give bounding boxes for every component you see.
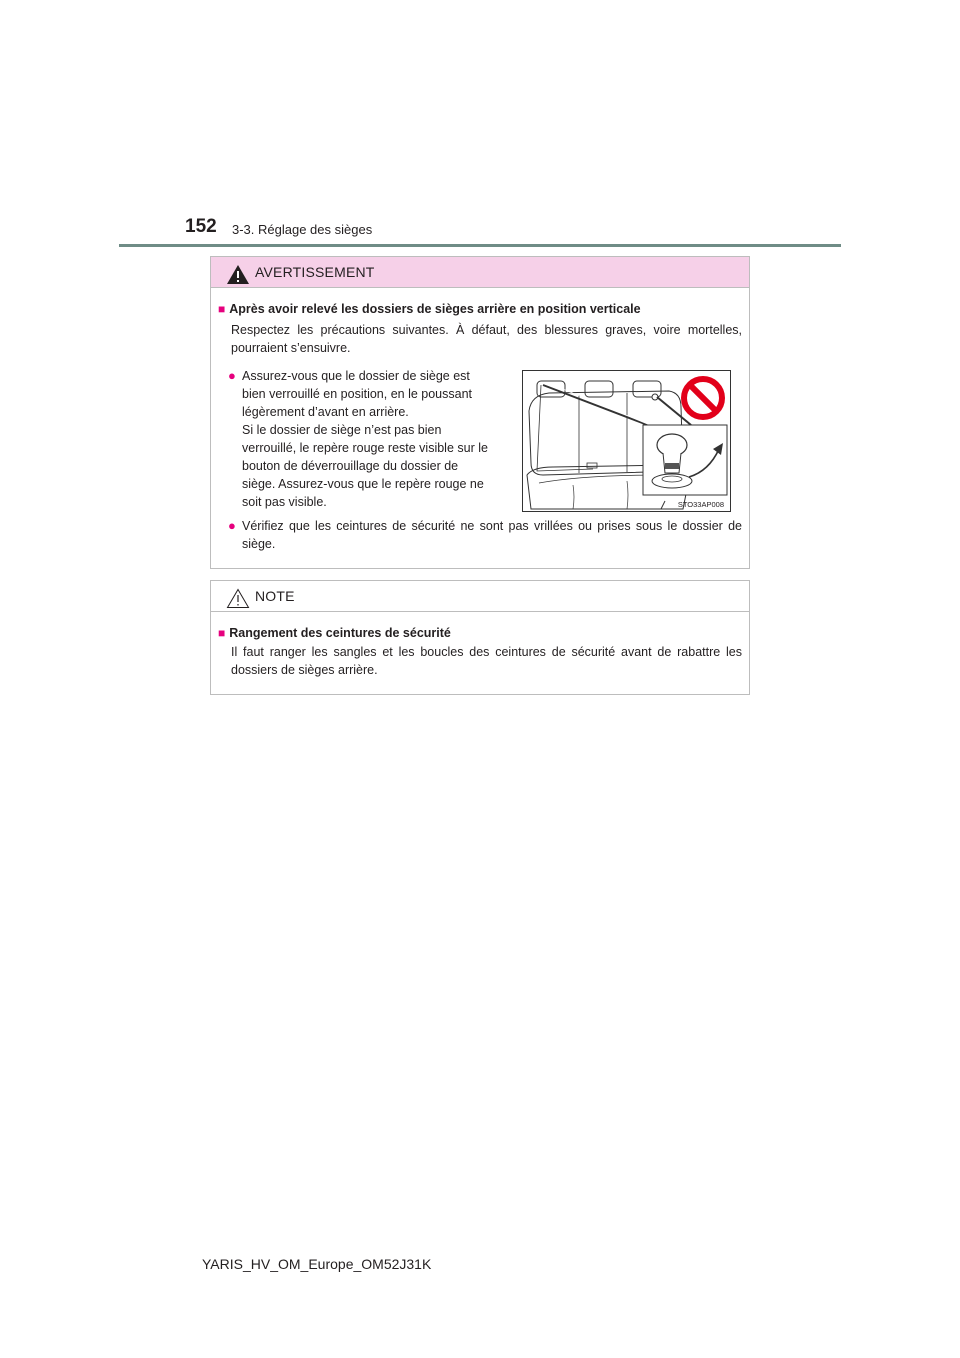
document-code: YARIS_HV_OM_Europe_OM52J31K — [202, 1256, 432, 1272]
header-rule — [119, 244, 841, 247]
square-bullet-icon: ■ — [218, 626, 226, 640]
illustration-code: STO33AP008 — [677, 500, 724, 509]
bullet-line: Assurez-vous que le dossier de siège est — [242, 369, 470, 383]
bullet-line: soit pas visible. — [242, 495, 327, 509]
warning-box-header — [211, 257, 749, 288]
note-label: NOTE — [255, 588, 295, 604]
bullet-line: siège. Assurez-vous que le repère rouge ne — [242, 477, 484, 491]
warning-label: AVERTISSEMENT — [255, 264, 375, 280]
bullet-line: légèrement d’avant en arrière. — [242, 405, 409, 419]
warning-box: AVERTISSEMENT ■ Après avoir relevé les dossiers de sièges arrière en position verticale Respectez les précautions suivantes. À défaut, des blessures graves, voire mortelles, pourraient s’ensuivre. ● Assurez-vous que le dossier de siège est bien verrouillé en position, en le poussant légèrement d’avant en arrière. Si le dossier de siège n’est pas bien verrouillé, le repère rouge reste visible sur le bouton de déverrouillage du dossier de siège. Assurez-vous que le repère rouge ne soit pas visible. STO33AP008 ● Vérifiez que les ceintures de sécurité ne sont pas vrillées ou prises sous le dossier de siège. — [210, 256, 750, 569]
bullet-line: Si le dossier de siège n’est pas bien — [242, 423, 442, 437]
bullet-line: bien verrouillé en position, en le poussant — [242, 387, 473, 401]
warning-heading: ■ Après avoir relevé les dossiers de sièges arrière en position verticale — [218, 302, 641, 316]
warning-intro: Respectez les précautions suivantes. À défaut, des blessures graves, voire mortelles, pourraient s’ensuivre. — [231, 323, 742, 355]
bullet-line: verrouillé, le repère rouge reste visible sur le — [242, 441, 488, 455]
prohibition-icon — [679, 374, 727, 422]
note-box — [210, 580, 750, 695]
bullet-line: bouton de déverrouillage du dossier de — [242, 459, 459, 473]
warning-triangle-icon — [226, 264, 250, 285]
section-title: 3-3. Réglage des sièges — [232, 222, 373, 237]
note-heading: ■ Rangement des ceintures de sécurité — [218, 626, 451, 640]
note-body: Il faut ranger les sangles et les boucles des ceintures de sécurité avant de rabattre les dossiers de sièges arrière. — [231, 645, 742, 677]
round-bullet-icon: ● — [228, 518, 236, 533]
page-number: 152 — [185, 216, 217, 237]
rear-seat-illustration — [522, 370, 731, 512]
square-bullet-icon: ■ — [218, 302, 226, 316]
caution-outline-icon — [226, 588, 250, 609]
round-bullet-icon: ● — [228, 368, 236, 383]
note-box-header — [211, 581, 749, 612]
